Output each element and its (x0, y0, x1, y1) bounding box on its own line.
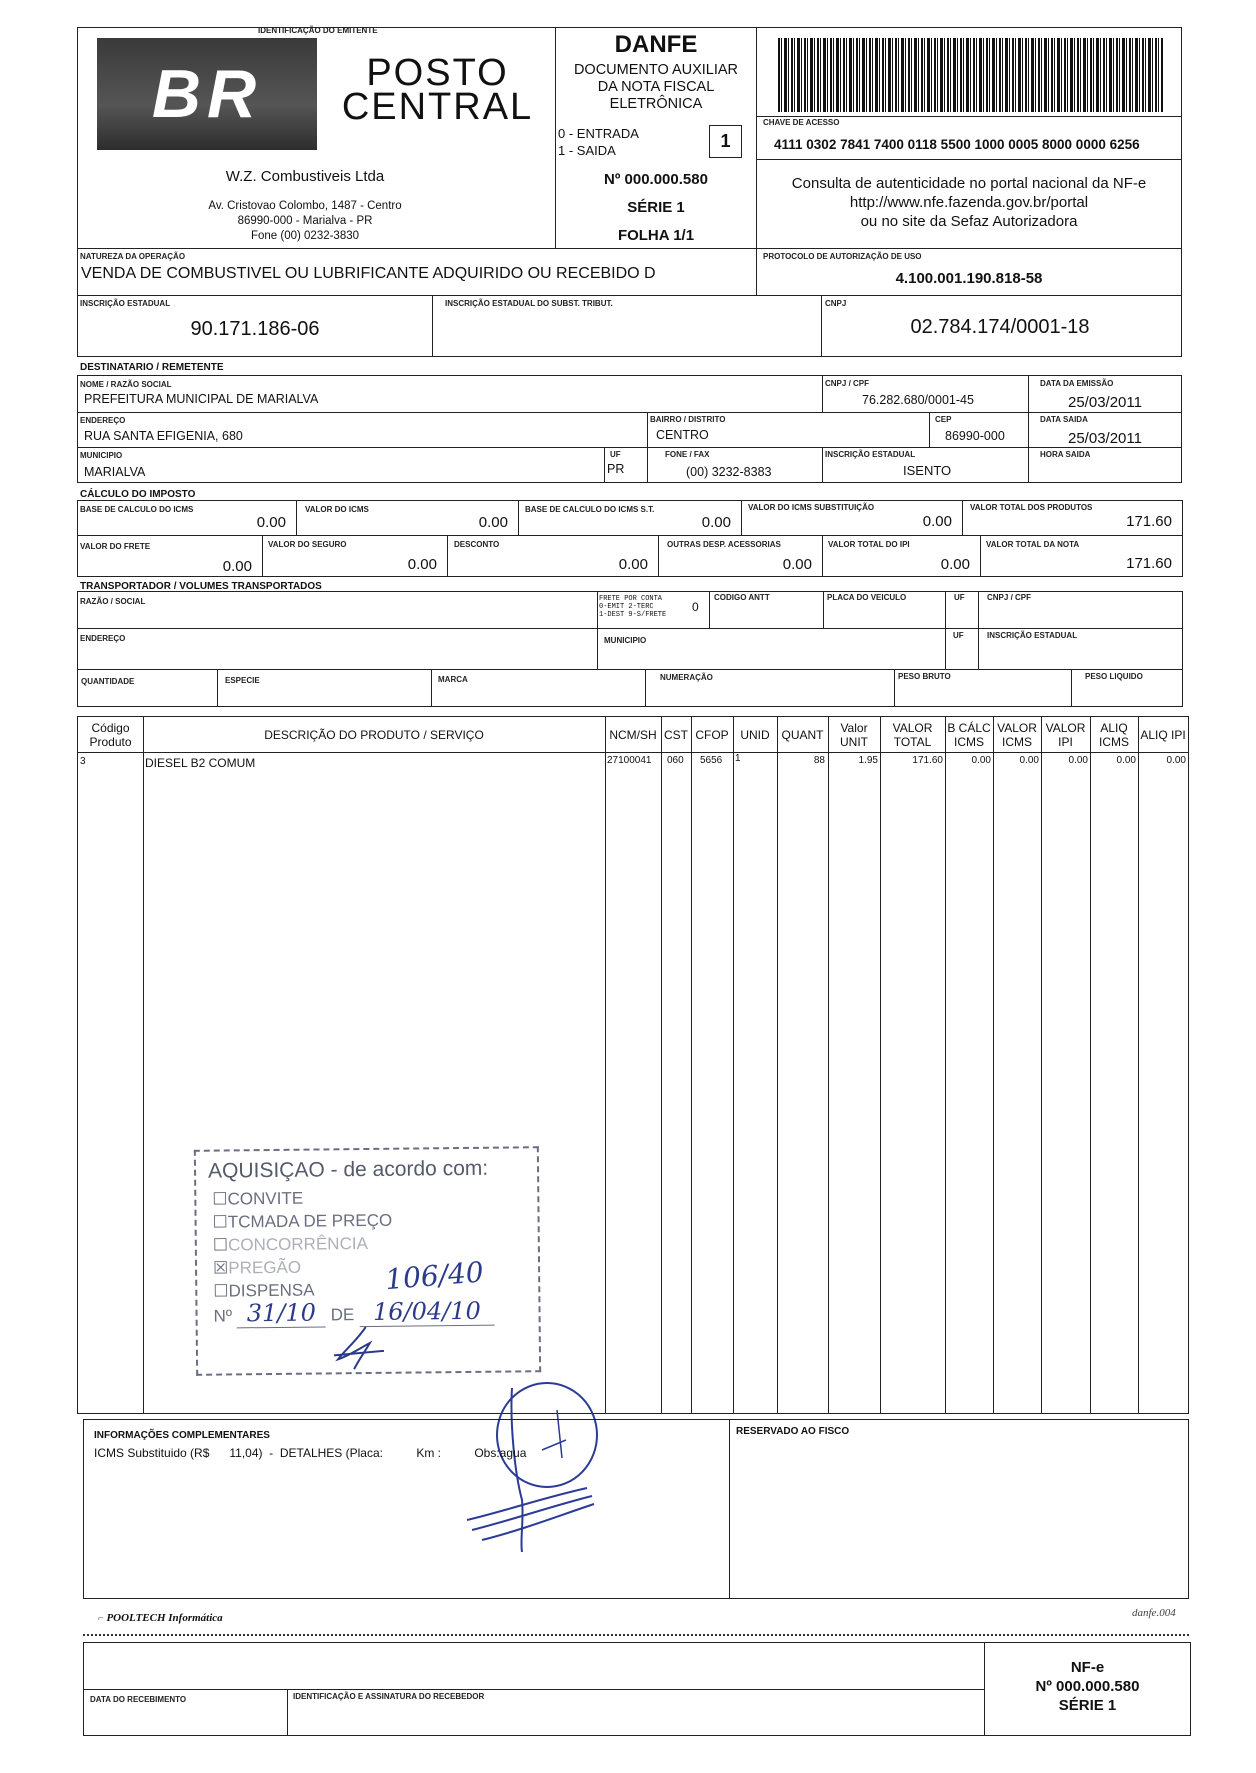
fisco-box (729, 1419, 1189, 1599)
cell-quant: 88 (813, 755, 825, 766)
checkbox-icon: ☐ (212, 1212, 228, 1232)
dest-municipio-label: MUNICIPIO (80, 451, 123, 460)
cell-vtotal: 171.60 (912, 755, 943, 766)
consulta-line2: http://www.nfe.fazenda.gov.br/portal (849, 194, 1089, 211)
emitente-endereco (170, 199, 440, 244)
cell-aipi: 0.00 (1166, 755, 1186, 766)
imp2-div4 (822, 535, 823, 577)
dest-bairro-label: BAIRRO / DISTRITO (650, 415, 726, 424)
dest-nome-label: NOME / RAZÃO SOCIAL (80, 380, 172, 389)
col-div-5 (733, 716, 734, 1414)
th-aipi: ALIQ IPI (1140, 728, 1186, 742)
transp-ie-label: INSCRIÇÃO ESTADUAL (987, 631, 1078, 640)
info-text: ICMS Substituido (R$ 11,04) - DETALHES (Placa: Km : Obs:agua (94, 1446, 527, 1460)
col-div-4 (691, 716, 692, 1414)
tr1-div4 (945, 591, 946, 629)
consulta-line1: Consulta de autenticidade no portal nacional da NF-e (791, 175, 1147, 192)
stamp-option-convite: ☐CONVITE (212, 1188, 304, 1209)
th-descricao: DESCRIÇÃO DO PRODUTO / SERVIÇO (264, 728, 484, 742)
transp-row3 (77, 669, 1183, 707)
consulta-line3: ou no site da Sefaz Autorizadora (860, 213, 1078, 230)
desconto: 0.00 (618, 556, 648, 573)
dest-saida-label: DATA SAIDA (1040, 415, 1088, 424)
danfe-tipo: 1 (720, 131, 731, 151)
dest-uf-label: UF (610, 450, 621, 459)
danfe-sub1: DOCUMENTO AUXILIAR (573, 62, 739, 78)
tr1-div2 (709, 591, 710, 629)
danfe-numero: Nº 000.000.580 (604, 171, 708, 188)
frete-l3: 1-DEST 9-S/FRETE (599, 611, 667, 619)
dest-ie: ISENTO (903, 463, 952, 478)
chave-value: 4111 0302 7841 7400 0118 5500 1000 0005 8000 0000 6256 (774, 137, 1140, 152)
stamp-option-tomada: ☐TCMADA DE PREÇO (212, 1210, 393, 1232)
dest-emissao-label: DATA DA EMISSÃO (1040, 379, 1114, 388)
consulta-text (756, 174, 1182, 231)
valor-icms-label: VALOR DO ICMS (305, 505, 369, 514)
placa-label: PLACA DO VEICULO (827, 593, 907, 602)
imp2-div3 (658, 535, 659, 577)
th-bcicms: B CÁLC ICMS (947, 721, 991, 749)
destinatario-title: DESTINATARIO / REMETENTE (80, 362, 224, 373)
desconto-label: DESCONTO (454, 540, 500, 549)
transp-cnpj-label: CNPJ / CPF (987, 593, 1032, 602)
col-div-7 (828, 716, 829, 1414)
valor-st: 0.00 (922, 513, 952, 530)
danfe-title: DANFE (614, 31, 698, 58)
brand-line1: POSTO (366, 52, 509, 94)
stamp-options (212, 1186, 393, 1303)
dest-municipio-box (77, 447, 605, 483)
outras-label: OUTRAS DESP. ACESSORIAS (667, 540, 781, 549)
danfe-folha: FOLHA 1/1 (617, 227, 695, 244)
total-prod-label: VALOR TOTAL DOS PRODUTOS (970, 503, 1093, 512)
nfe-stub (984, 1658, 1191, 1715)
dest-cnpj: 76.282.680/0001-45 (862, 393, 974, 407)
checkbox-icon: ☐ (213, 1281, 229, 1301)
natureza-label: NATUREZA DA OPERAÇÃO (80, 252, 186, 261)
col-div-10 (993, 716, 994, 1414)
ipi-label: VALOR TOTAL DO IPI (828, 540, 910, 549)
transp-uf2-label: UF (953, 631, 964, 640)
dest-endereco: RUA SANTA EFIGENIA, 680 (84, 429, 243, 443)
danfe-saida: 1 - SAIDA (558, 143, 616, 158)
checkbox-icon: ☐ (212, 1189, 228, 1209)
stamp-de-label: DE (330, 1305, 355, 1325)
br-logo-text: BR (151, 56, 263, 132)
cell-ncm: 27100041 (607, 755, 652, 766)
th-ncm: NCM/SH (609, 728, 657, 742)
cell-aicms: 0.00 (1116, 755, 1136, 766)
base-icms-label: BASE DE CALCULO DO ICMS (80, 505, 194, 514)
transp-razao-label: RAZÃO / SOCIAL (80, 597, 146, 606)
cut-line (83, 1634, 1189, 1636)
tr3-div4 (894, 669, 895, 707)
nfe-numero: Nº 000.000.580 (1035, 1678, 1140, 1695)
seguro: 0.00 (407, 556, 437, 573)
software-credit (98, 1612, 223, 1624)
cell-vicms: 0.00 (1019, 755, 1039, 766)
natureza-value: VENDA DE COMBUSTIVEL OU LUBRIFICANTE ADQUIRIDO OU RECEBIDO D (81, 265, 656, 282)
acquisition-stamp (194, 1146, 541, 1376)
th-unid: UNID (740, 728, 770, 742)
tr2-div1 (597, 628, 598, 670)
tr2-div2 (945, 628, 946, 670)
dest-hora-label: HORA SAIDA (1040, 450, 1091, 459)
col-div-8 (880, 716, 881, 1414)
nfe-serie: SÉRIE 1 (1058, 1697, 1117, 1714)
valor-st-label: VALOR DO ICMS SUBSTITUIÇÃO (748, 503, 875, 512)
base-st: 0.00 (701, 514, 731, 531)
receipt-mid-line (83, 1689, 985, 1690)
col-div-13 (1138, 716, 1139, 1414)
quantidade-label: QUANTIDADE (81, 677, 135, 686)
dest-fone: (00) 3232-8383 (686, 465, 772, 479)
valor-icms: 0.00 (478, 514, 508, 531)
danfe-entrada: 0 - ENTRADA (558, 126, 639, 141)
tr1-div1 (597, 591, 598, 629)
protocolo-value: 4.100.001.190.818-58 (895, 270, 1043, 287)
stamp-title: AQUISIÇAO - de acordo com: (207, 1156, 489, 1183)
cell-codigo: 3 (80, 756, 86, 767)
printer-icon: ⌐ (98, 1613, 104, 1624)
form-code: danfe.004 (1132, 1607, 1176, 1619)
cell-unid: 1 (735, 753, 741, 764)
antt-label: CODIGO ANTT (714, 593, 770, 602)
emitente-fone: Fone (00) 0232-3830 (250, 230, 360, 242)
cnpj-value: 02.784.174/0001-18 (910, 316, 1090, 338)
imp-div2 (518, 500, 519, 536)
imp-div4 (962, 500, 963, 536)
produtos-header-line (77, 752, 1189, 753)
dest-cnpj-label: CNPJ / CPF (825, 379, 870, 388)
transp-municipio-label: MUNICIPIO (604, 636, 647, 645)
th-vicms: VALOR ICMS (997, 721, 1037, 749)
stamp-numero-label: Nº (213, 1306, 233, 1326)
stamp-option-dispensa: ☐DISPENSA (213, 1280, 315, 1301)
checkbox-icon: ☐ (212, 1235, 229, 1255)
dest-nome: PREFEITURA MUNICIPAL DE MARIALVA (84, 392, 319, 406)
transp-endereco-label: ENDEREÇO (80, 634, 126, 643)
frete-val: 0 (692, 600, 699, 614)
brand-name (330, 52, 545, 128)
tr3-div5 (1071, 669, 1072, 707)
imp-div3 (741, 500, 742, 536)
danfe-serie: SÉRIE 1 (627, 199, 685, 216)
cell-bcicms: 0.00 (971, 755, 991, 766)
chave-label: CHAVE DE ACESSO (763, 118, 840, 127)
col-div-1 (143, 716, 144, 1414)
imp2-div2 (447, 535, 448, 577)
dest-endereco-label: ENDEREÇO (80, 416, 126, 425)
danfe-tipo-box (709, 125, 742, 158)
stamp-option-pregao: ☒PREGÃO (212, 1257, 302, 1278)
frete: 0.00 (222, 558, 252, 575)
cell-cst: 060 (667, 755, 684, 766)
col-div-6 (777, 716, 778, 1414)
dest-municipio: MARIALVA (84, 465, 146, 479)
stamp-initials-signature (328, 1325, 388, 1374)
especie-label: ESPECIE (225, 676, 260, 685)
nfe-label: NF-e (1070, 1659, 1105, 1676)
stamp-numero: 31/10 (237, 1298, 326, 1328)
dest-ie-label: INSCRIÇÃO ESTADUAL (825, 450, 916, 459)
col-div-12 (1090, 716, 1091, 1414)
numeracao-label: NUMERAÇÃO (660, 673, 713, 682)
dest-fone-label: FONE / FAX (665, 450, 710, 459)
outras: 0.00 (782, 556, 812, 573)
checked-checkbox-icon: ☒ (212, 1258, 229, 1278)
th-cst: CST (664, 728, 688, 742)
ie-label: INSCRIÇÃO ESTADUAL (80, 299, 171, 308)
ipi: 0.00 (940, 556, 970, 573)
cell-vipi: 0.00 (1068, 755, 1088, 766)
imp2-div5 (980, 535, 981, 577)
chave-sep-top (756, 116, 1182, 117)
transp-uf-label: UF (954, 593, 965, 602)
tr1-div5 (978, 591, 979, 629)
frete-l2: 0-EMIT 2-TERC (599, 603, 654, 611)
ie-value: 90.171.186-06 (190, 318, 320, 340)
fisco-label: RESERVADO AO FISCO (736, 1426, 850, 1437)
emitente-label: IDENTIFICAÇÃO DO EMITENTE (258, 26, 378, 35)
stamp-proc-handwritten: 106/40 (383, 1255, 485, 1297)
th-vipi: VALOR IPI (1045, 721, 1086, 749)
th-quant: QUANT (781, 728, 824, 742)
total-prod: 171.60 (1126, 513, 1172, 530)
danfe-sub3: ELETRÔNICA (609, 96, 703, 112)
base-st-label: BASE DE CALCULO DO ICMS S.T. (525, 505, 655, 514)
base-icms: 0.00 (256, 514, 286, 531)
dest-saida: 25/03/2011 (1068, 430, 1142, 447)
col-div-9 (945, 716, 946, 1414)
br-logo (97, 38, 317, 150)
col-div-3 (661, 716, 662, 1414)
emitente-cidade: 86990-000 - Marialva - PR (237, 215, 373, 227)
col-div-2 (605, 716, 606, 1414)
imp-div1 (296, 500, 297, 536)
cell-cfop: 5656 (700, 755, 723, 766)
danfe-sub2: DA NOTA FISCAL (597, 79, 715, 95)
dest-cep: 86990-000 (945, 429, 1005, 443)
total-nota: 171.60 (1126, 555, 1172, 572)
info-title: INFORMAÇÕES COMPLEMENTARES (94, 1430, 270, 1441)
frete-l1: FRETE POR CONTA (599, 595, 663, 603)
software-name: POOLTECH Informática (106, 1612, 223, 1624)
recebimento-label: DATA DO RECEBIMENTO (90, 1695, 187, 1704)
col-div-11 (1041, 716, 1042, 1414)
th-cfop: CFOP (695, 728, 729, 742)
th-vtotal: VALOR TOTAL (892, 721, 933, 749)
ie-st-label: INSCRIÇÃO ESTADUAL DO SUBST. TRIBUT. (445, 299, 613, 308)
dest-emissao: 25/03/2011 (1068, 394, 1142, 411)
cell-vunit: 1.95 (858, 755, 878, 766)
danfe-subtitle (555, 62, 757, 113)
dest-uf: PR (607, 462, 625, 476)
brand-line2: CENTRAL (341, 86, 534, 128)
barcode (778, 38, 1163, 112)
dest-cep-label: CEP (935, 415, 952, 424)
protocolo-label: PROTOCOLO DE AUTORIZAÇÃO DE USO (763, 252, 922, 261)
tr1-div3 (823, 591, 824, 629)
dest-bairro: CENTRO (656, 428, 709, 442)
total-nota-label: VALOR TOTAL DA NOTA (986, 540, 1080, 549)
transportador-title: TRANSPORTADOR / VOLUMES TRANSPORTADOS (80, 581, 322, 592)
th-vunit: Valor UNIT (840, 721, 868, 749)
tr3-div2 (431, 669, 432, 707)
seguro-label: VALOR DO SEGURO (268, 540, 347, 549)
th-codigo: Código Produto (89, 721, 132, 749)
emitente-razao: W.Z. Combustiveis Ltda (225, 168, 385, 185)
marca-label: MARCA (438, 675, 468, 684)
tr3-div1 (217, 669, 218, 707)
cnpj-label: CNPJ (825, 299, 847, 308)
imp2-div1 (262, 535, 263, 577)
stamp-numero-row (213, 1297, 495, 1328)
frete-label: VALOR DO FRETE (80, 542, 151, 551)
receipt-div1 (287, 1689, 288, 1736)
th-aicms: ALIQ ICMS (1099, 721, 1129, 749)
assinatura-label: IDENTIFICAÇÃO E ASSINATURA DO RECEBEDOR (293, 1692, 485, 1701)
stamp-option-concorrencia: ☐CONCORRÊNCIA (212, 1233, 368, 1255)
chave-sep-bottom (756, 159, 1182, 160)
cell-descricao: DIESEL B2 COMUM (145, 756, 256, 770)
peso-liquido-label: PESO LIQUIDO (1085, 672, 1143, 681)
peso-bruto-label: PESO BRUTO (898, 672, 951, 681)
imposto-title: CÁLCULO DO IMPOSTO (80, 489, 196, 500)
stamp-data: 16/04/10 (359, 1297, 495, 1327)
tr3-div3 (645, 669, 646, 707)
emitente-rua: Av. Cristovao Colombo, 1487 - Centro (208, 200, 402, 212)
tr2-div3 (978, 628, 979, 670)
frete-por-conta (599, 595, 666, 619)
